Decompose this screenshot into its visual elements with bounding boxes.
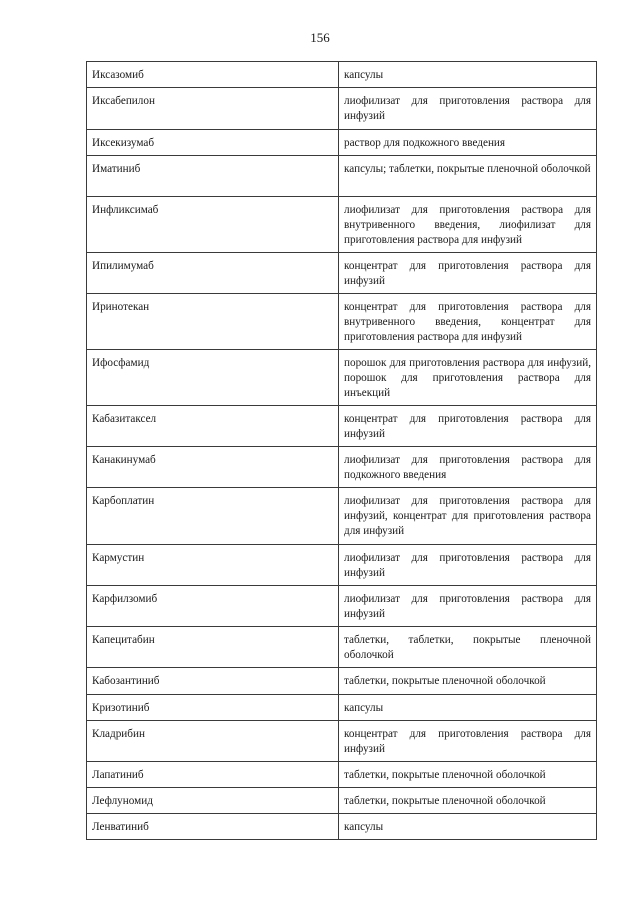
drug-name-cell: Иксабепилон xyxy=(87,88,339,130)
dosage-form-cell: капсулы; таблетки, покрытые пленочной оболочкой xyxy=(339,156,597,197)
table-row xyxy=(87,627,597,668)
dosage-form-cell: таблетки, покрытые пленочной оболочкой xyxy=(339,762,597,788)
dosage-form-cell: капсулы xyxy=(339,62,597,88)
table-row xyxy=(87,294,597,350)
table-row xyxy=(87,695,597,721)
dosage-form-cell: лиофилизат для приготовления раствора для внутривенного введения, лиофилизат для приготовления раствора для инфузий xyxy=(339,197,597,253)
drug-name-cell: Ипилимумаб xyxy=(87,253,339,294)
dosage-form-cell: концентрат для приготовления раствора для инфузий xyxy=(339,721,597,762)
drug-name-cell: Лапатиниб xyxy=(87,762,339,788)
drug-name-cell: Иринотекан xyxy=(87,294,339,350)
drug-name-cell: Иматиниб xyxy=(87,156,339,197)
dosage-form-cell: лиофилизат для приготовления раствора для инфузий, концентрат для приготовления раствора для инфузий xyxy=(339,488,597,545)
table-row xyxy=(87,668,597,695)
dosage-form-cell: концентрат для приготовления раствора для инфузий xyxy=(339,406,597,447)
drug-name-cell: Канакинумаб xyxy=(87,447,339,488)
dosage-form-cell: таблетки, таблетки, покрытые пленочной оболочкой xyxy=(339,627,597,668)
table-row xyxy=(87,488,597,545)
dosage-form-cell: концентрат для приготовления раствора для инфузий xyxy=(339,253,597,294)
drug-name-cell: Карбоплатин xyxy=(87,488,339,545)
drug-name-cell: Капецитабин xyxy=(87,627,339,668)
drug-name-cell: Кабозантиниб xyxy=(87,668,339,695)
drug-name-cell: Иксазомиб xyxy=(87,62,339,88)
dosage-form-cell: лиофилизат для приготовления раствора для инфузий xyxy=(339,586,597,627)
table-row xyxy=(87,130,597,156)
drug-name-cell: Инфликсимаб xyxy=(87,197,339,253)
table-body xyxy=(87,62,597,840)
dosage-form-cell: порошок для приготовления раствора для инфузий, порошок для приготовления раствора для инъекций xyxy=(339,350,597,406)
dosage-form-cell: лиофилизат для приготовления раствора для подкожного введения xyxy=(339,447,597,488)
dosage-form-cell: концентрат для приготовления раствора для внутривенного введения, концентрат для приготовления раствора для инфузий xyxy=(339,294,597,350)
table-row xyxy=(87,586,597,627)
table-row xyxy=(87,762,597,788)
drug-name-cell: Кризотиниб xyxy=(87,695,339,721)
table-row xyxy=(87,406,597,447)
table-row xyxy=(87,253,597,294)
dosage-form-cell: таблетки, покрытые пленочной оболочкой xyxy=(339,668,597,695)
drug-name-cell: Кабазитаксел xyxy=(87,406,339,447)
dosage-form-cell: капсулы xyxy=(339,814,597,840)
drug-name-cell: Кармустин xyxy=(87,545,339,586)
drug-name-cell: Карфилзомиб xyxy=(87,586,339,627)
drug-name-cell: Кладрибин xyxy=(87,721,339,762)
drug-table xyxy=(86,61,597,840)
dosage-form-cell: капсулы xyxy=(339,695,597,721)
table-row xyxy=(87,156,597,197)
table-row xyxy=(87,545,597,586)
drug-name-cell: Ленватиниб xyxy=(87,814,339,840)
dosage-form-cell: таблетки, покрытые пленочной оболочкой xyxy=(339,788,597,814)
drug-name-cell: Иксекизумаб xyxy=(87,130,339,156)
table-row xyxy=(87,62,597,88)
table-row xyxy=(87,447,597,488)
drug-name-cell: Ифосфамид xyxy=(87,350,339,406)
dosage-form-cell: раствор для подкожного введения xyxy=(339,130,597,156)
table-row xyxy=(87,350,597,406)
table-row xyxy=(87,814,597,840)
dosage-form-cell: лиофилизат для приготовления раствора для инфузий xyxy=(339,88,597,130)
drug-name-cell: Лефлуномид xyxy=(87,788,339,814)
table-row xyxy=(87,88,597,130)
table-row xyxy=(87,788,597,814)
table-row xyxy=(87,721,597,762)
table-row xyxy=(87,197,597,253)
dosage-form-cell: лиофилизат для приготовления раствора для инфузий xyxy=(339,545,597,586)
page-number: 156 xyxy=(310,30,330,45)
